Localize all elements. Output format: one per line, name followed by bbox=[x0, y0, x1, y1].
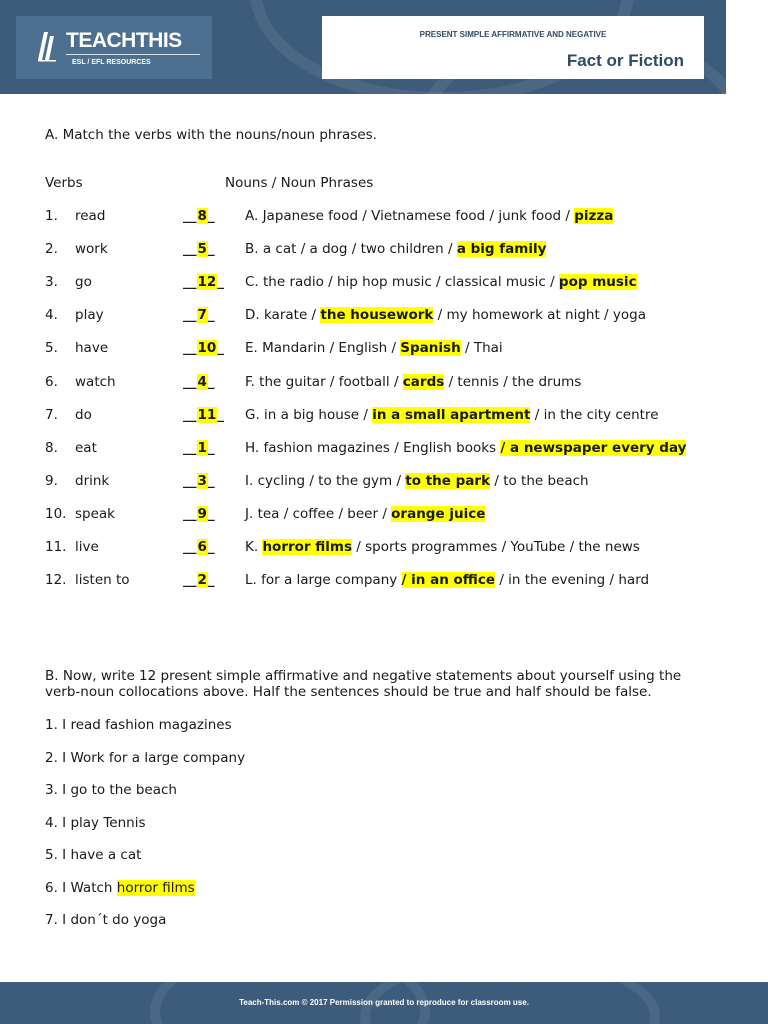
item-number: 3. bbox=[45, 274, 58, 291]
noun-highlight: / a newspaper every day bbox=[500, 439, 687, 456]
blank-underscore: _ bbox=[207, 505, 215, 522]
sentence bbox=[45, 846, 141, 864]
blank-underscore: __ bbox=[183, 439, 197, 456]
item-number: 1. bbox=[45, 208, 58, 224]
answer-number: 10 bbox=[197, 340, 217, 357]
noun-text: / to the beach bbox=[490, 472, 589, 489]
blank-underscore: _ bbox=[207, 439, 215, 456]
noun-text: D. karate / bbox=[245, 307, 321, 324]
noun-highlight: to the park bbox=[405, 472, 491, 489]
blank-underscore: _ bbox=[207, 208, 215, 224]
nouns-heading: Nouns / Noun Phrases bbox=[225, 175, 374, 191]
sentence bbox=[45, 749, 245, 767]
answer-number: 6 bbox=[197, 539, 207, 555]
verb: live bbox=[75, 539, 99, 555]
answer-blank bbox=[183, 571, 215, 589]
answer-number: 2 bbox=[197, 572, 207, 589]
noun-highlight: orange juice bbox=[391, 505, 486, 522]
verb: work bbox=[75, 241, 108, 258]
noun-text: / in the city centre bbox=[530, 406, 659, 423]
answer-blank bbox=[183, 339, 224, 357]
item-number: 5. bbox=[45, 340, 58, 357]
verb: watch bbox=[75, 373, 116, 390]
blank-underscore: __ bbox=[183, 241, 197, 258]
item-number: 12. bbox=[45, 572, 67, 589]
item-number: 8. bbox=[45, 439, 58, 456]
verb: do bbox=[75, 406, 92, 423]
answer-number: 1 bbox=[197, 439, 207, 456]
noun-text: B. a cat / a dog / two children / bbox=[245, 241, 457, 258]
item-number: 11. bbox=[45, 539, 67, 555]
blank-underscore: __ bbox=[183, 406, 197, 423]
blank-underscore: _ bbox=[207, 472, 215, 489]
sentence bbox=[45, 781, 177, 799]
noun-highlight: / in an office bbox=[401, 572, 496, 589]
section-b-instruction-line2: verb-noun collocations above. Half the sentences should be true and half should be false. bbox=[45, 684, 652, 700]
item-number: 2. bbox=[45, 241, 58, 258]
answer-blank bbox=[183, 207, 215, 225]
verbs-heading: Verbs bbox=[45, 175, 83, 191]
noun-phrases bbox=[245, 505, 485, 523]
answer-blank bbox=[183, 472, 215, 490]
blank-underscore: __ bbox=[183, 472, 197, 489]
blank-underscore: __ bbox=[183, 274, 197, 291]
blank-underscore: _ bbox=[217, 274, 225, 291]
verb: have bbox=[75, 340, 109, 357]
noun-highlight: Spanish bbox=[400, 340, 461, 357]
answer-number: 3 bbox=[197, 472, 207, 489]
noun-text: J. tea / coffee / beer / bbox=[245, 505, 392, 522]
noun-text: L. for a large company bbox=[245, 572, 402, 589]
item-number: 7. bbox=[45, 406, 58, 423]
noun-phrases bbox=[245, 571, 649, 589]
noun-text: F. the guitar / football / bbox=[245, 373, 403, 390]
noun-text: C. the radio / hip hop music / classical music / bbox=[245, 274, 559, 291]
worksheet-subtitle: PRESENT SIMPLE AFFIRMATIVE AND NEGATIVE bbox=[419, 30, 607, 39]
noun-highlight: the housework bbox=[320, 307, 434, 324]
blank-underscore: _ bbox=[207, 241, 215, 258]
answer-number: 12 bbox=[197, 274, 217, 291]
verb: go bbox=[75, 274, 92, 291]
noun-phrases bbox=[245, 240, 546, 258]
noun-highlight: in a small apartment bbox=[372, 406, 531, 423]
noun-phrases bbox=[245, 538, 640, 556]
item-number: 9. bbox=[45, 472, 58, 489]
logo-subtitle: ESL / EFL RESOURCES bbox=[72, 59, 151, 66]
verb: read bbox=[75, 208, 106, 224]
footer-banner bbox=[0, 982, 768, 1024]
verb: speak bbox=[75, 505, 115, 522]
sentence-text: 6. I Watch bbox=[45, 879, 117, 896]
blank-underscore: __ bbox=[183, 340, 197, 357]
sentence-text: 4. I play Tennis bbox=[45, 814, 146, 831]
title-box bbox=[322, 16, 704, 79]
answer-number: 7 bbox=[197, 307, 207, 324]
noun-text: / Thai bbox=[460, 340, 503, 357]
noun-text: I. cycling / to the gym / bbox=[245, 472, 406, 489]
blank-underscore: __ bbox=[183, 373, 197, 390]
sentence-text: 1. I read fashion magazines bbox=[45, 717, 232, 733]
answer-blank bbox=[183, 273, 224, 291]
noun-text: / tennis / the drums bbox=[444, 373, 582, 390]
sentence-text: 5. I have a cat bbox=[45, 847, 142, 863]
sentence-highlight: horror films bbox=[116, 879, 195, 896]
copyright-notice: Teach-This.com © 2017 Permission granted to reproduce for classroom use. bbox=[239, 998, 529, 1007]
item-number: 6. bbox=[45, 373, 58, 390]
noun-text: / in the evening / hard bbox=[495, 572, 650, 589]
noun-phrases bbox=[245, 406, 659, 424]
answer-blank bbox=[183, 306, 215, 324]
sentence bbox=[45, 814, 145, 832]
logo[interactable] bbox=[16, 16, 212, 79]
blank-underscore: __ bbox=[183, 208, 197, 224]
noun-text: G. in a big house / bbox=[245, 406, 373, 423]
answer-number: 11 bbox=[197, 406, 217, 423]
answer-number: 8 bbox=[197, 208, 207, 224]
verb: eat bbox=[75, 439, 97, 456]
answer-number: 4 bbox=[197, 373, 207, 390]
blank-underscore: __ bbox=[183, 307, 197, 324]
noun-phrases bbox=[245, 273, 637, 291]
noun-highlight: horror films bbox=[262, 539, 353, 555]
noun-text: / my homework at night / yoga bbox=[433, 307, 646, 324]
blank-underscore: _ bbox=[207, 373, 215, 390]
answer-blank bbox=[183, 373, 215, 391]
item-number: 4. bbox=[45, 307, 58, 324]
noun-text: A. Japanese food / Vietnamese food / junk food / bbox=[245, 208, 575, 224]
verb: listen to bbox=[75, 572, 130, 589]
blank-underscore: _ bbox=[207, 572, 215, 589]
sentence bbox=[45, 716, 232, 734]
blank-underscore: __ bbox=[183, 505, 197, 522]
blank-underscore: _ bbox=[217, 340, 225, 357]
answer-number: 9 bbox=[197, 505, 207, 522]
answer-blank bbox=[183, 406, 224, 424]
logo-divider bbox=[66, 54, 200, 55]
noun-highlight: pizza bbox=[574, 208, 614, 224]
noun-text: / sports programmes / YouTube / the news bbox=[352, 539, 640, 555]
blank-underscore: __ bbox=[183, 572, 197, 589]
noun-highlight: a big family bbox=[456, 241, 547, 258]
answer-blank bbox=[183, 240, 215, 258]
noun-phrases bbox=[245, 339, 503, 357]
answer-blank bbox=[183, 538, 215, 556]
item-number: 10. bbox=[45, 505, 67, 522]
verb: play bbox=[75, 307, 104, 324]
section-b-instruction-line1: B. Now, write 12 present simple affirmative and negative statements about yourself using the bbox=[45, 668, 682, 684]
blank-underscore: _ bbox=[207, 539, 215, 555]
answer-blank bbox=[183, 505, 215, 523]
blank-underscore: _ bbox=[207, 307, 215, 324]
header-banner bbox=[0, 0, 726, 94]
answer-number: 5 bbox=[197, 241, 207, 258]
noun-phrases bbox=[245, 373, 581, 391]
sentence bbox=[45, 911, 166, 929]
book-icon bbox=[36, 30, 58, 62]
noun-phrases bbox=[245, 306, 646, 324]
noun-text: E. Mandarin / English / bbox=[245, 340, 401, 357]
blank-underscore: _ bbox=[217, 406, 225, 423]
noun-text: H. fashion magazines / English books bbox=[245, 439, 501, 456]
sentence-text: 2. I Work for a large company bbox=[45, 749, 246, 766]
worksheet-title: Fact or Fiction bbox=[566, 51, 684, 70]
sentence-text: 3. I go to the beach bbox=[45, 782, 177, 798]
noun-phrases bbox=[245, 439, 686, 457]
noun-text: K. bbox=[245, 539, 263, 555]
noun-highlight: cards bbox=[402, 373, 445, 390]
section-a-instruction: A. Match the verbs with the nouns/noun phrases. bbox=[45, 127, 377, 143]
sentence-text: 7. I don´t do yoga bbox=[45, 912, 167, 928]
verb: drink bbox=[75, 472, 110, 489]
blank-underscore: __ bbox=[183, 539, 197, 555]
noun-phrases bbox=[245, 207, 613, 225]
noun-phrases bbox=[245, 472, 589, 490]
noun-highlight: pop music bbox=[558, 274, 637, 291]
logo-text: TEACHTHIS bbox=[66, 29, 182, 52]
answer-blank bbox=[183, 439, 215, 457]
sentence bbox=[45, 879, 195, 897]
